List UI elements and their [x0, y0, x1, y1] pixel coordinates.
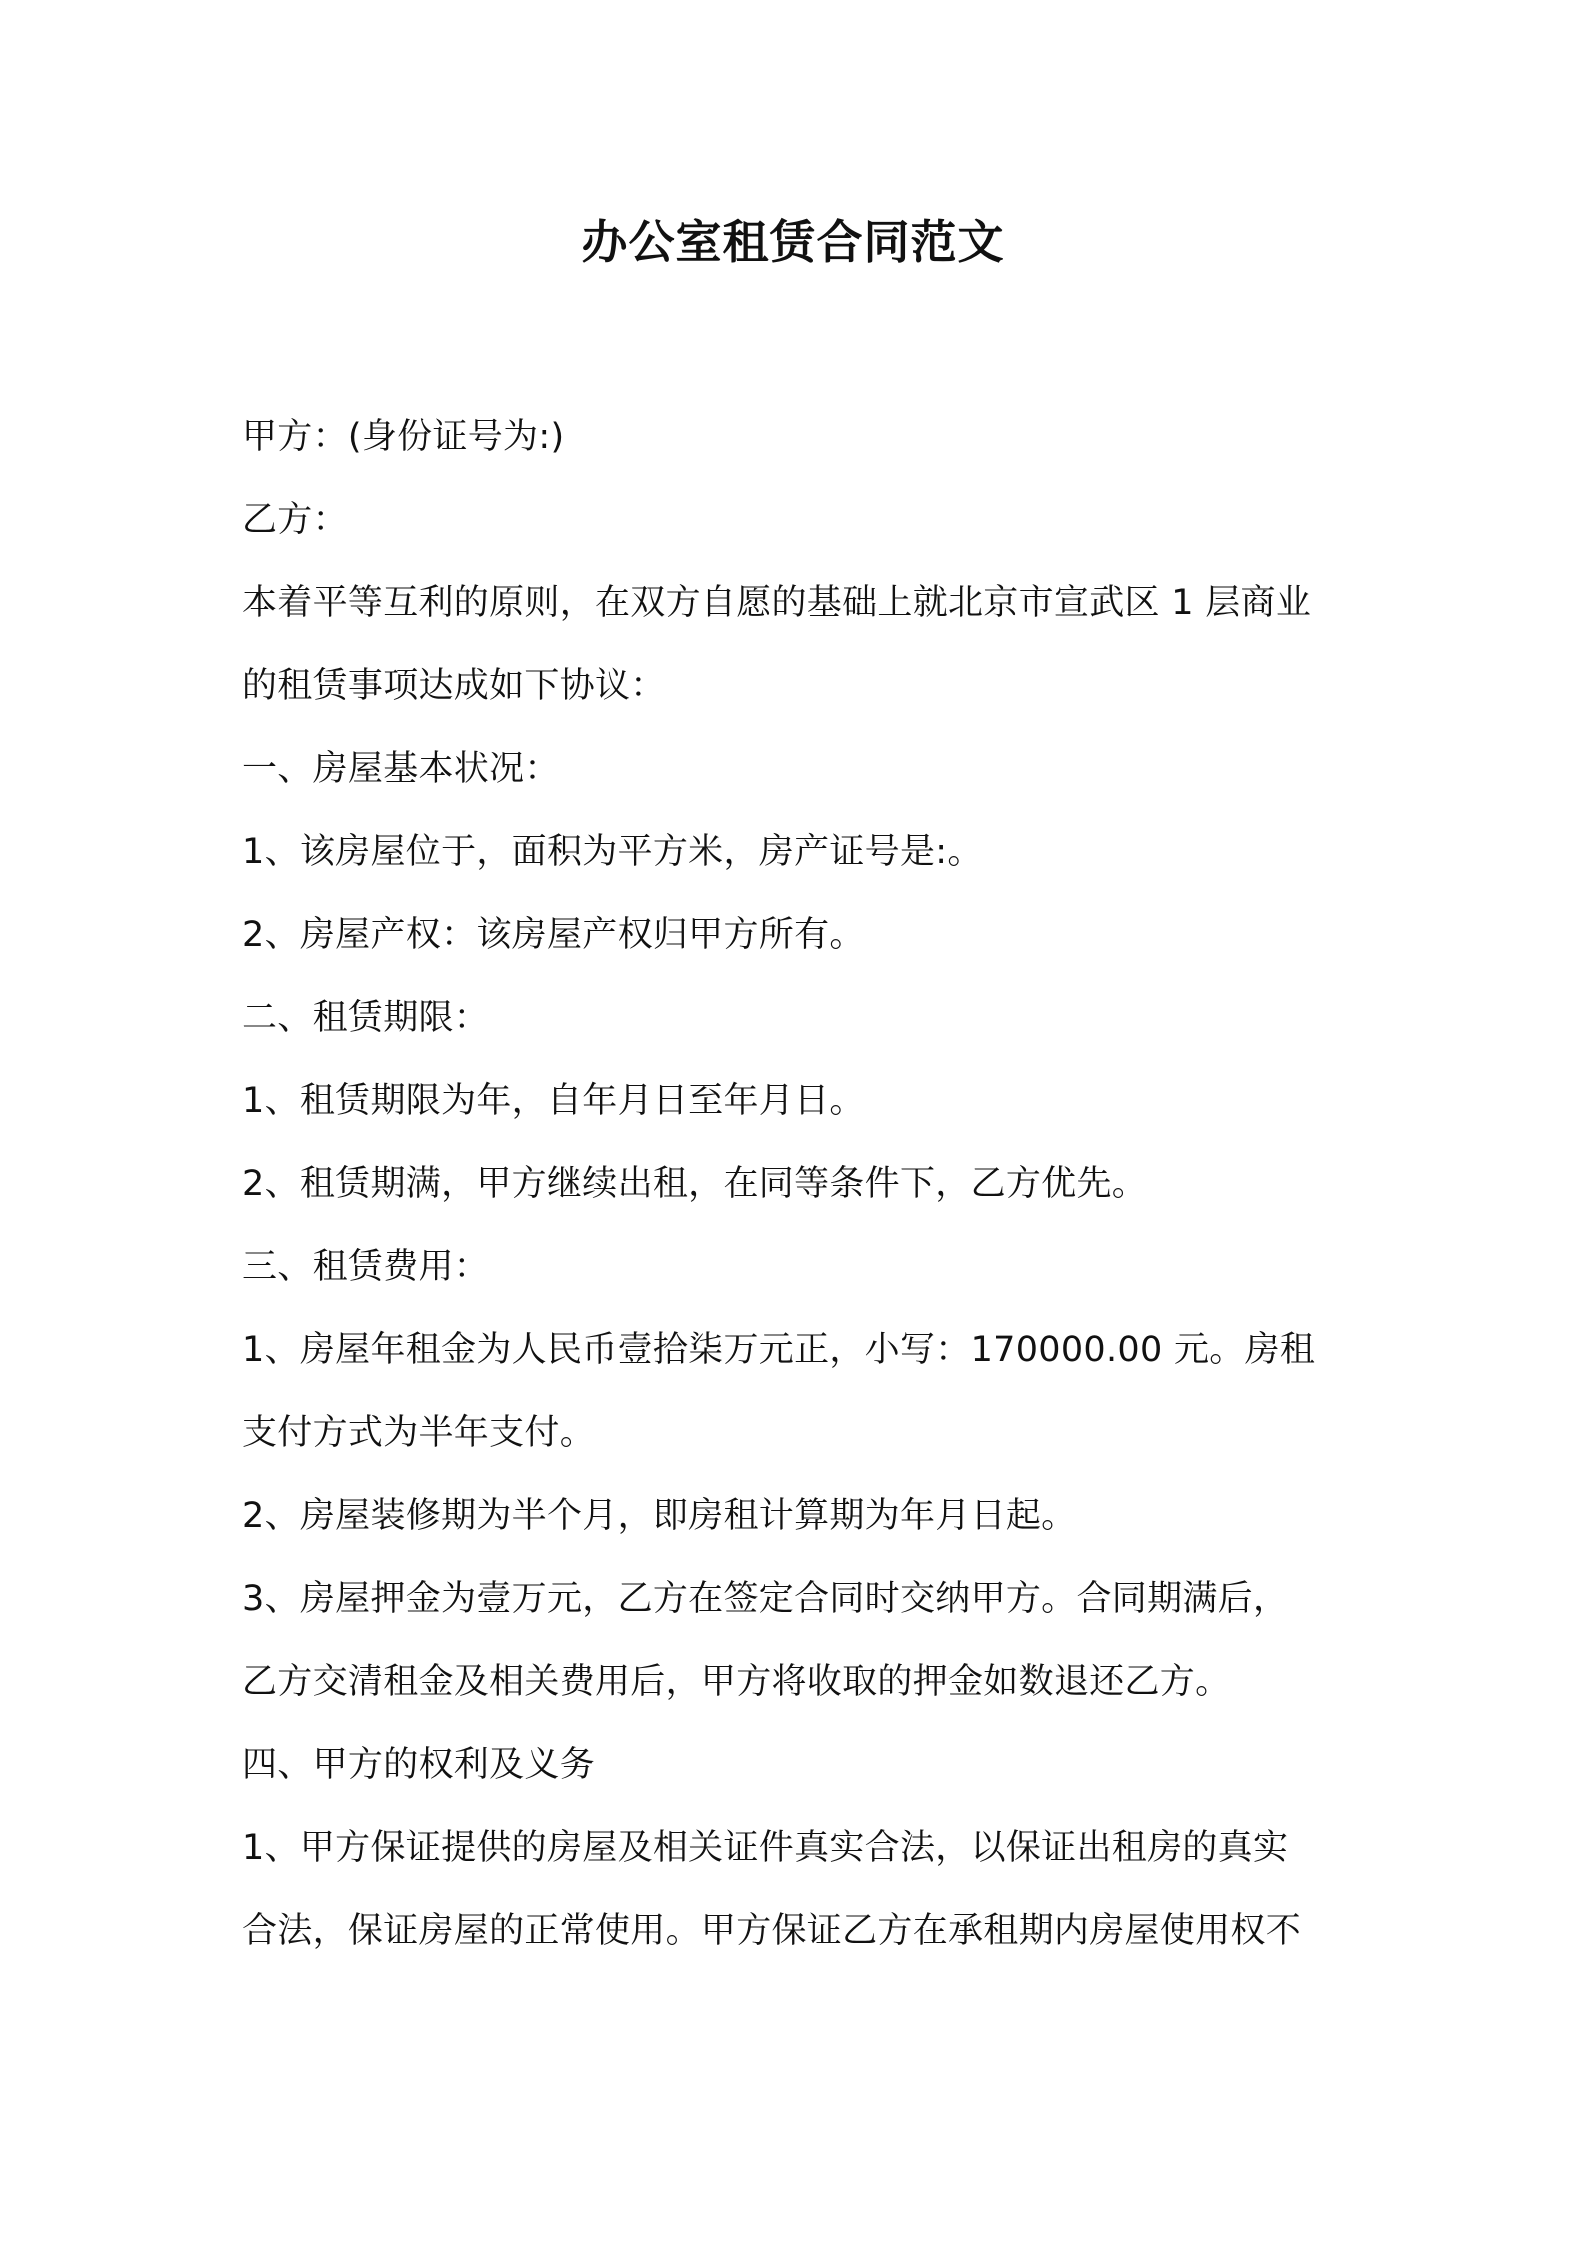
- clause-2-1: 1、租赁期限为年，自年月日至年月日。: [242, 1081, 865, 1121]
- preamble-line-2: 的租赁事项达成如下协议：: [242, 666, 666, 706]
- clause-4-1-line-1: 1、甲方保证提供的房屋及相关证件真实合法，以保证出租房的真实: [242, 1828, 1289, 1868]
- section-3-heading: 三、租赁费用：: [242, 1247, 490, 1287]
- clause-4-1-line-2: 合法，保证房屋的正常使用。甲方保证乙方在承租期内房屋使用权不: [242, 1911, 1302, 1951]
- clause-3-2: 2、房屋装修期为半个月，即房租计算期为年月日起。: [242, 1496, 1077, 1536]
- clause-1-2: 2、房屋产权：该房屋产权归甲方所有。: [242, 915, 865, 955]
- party-a-line: 甲方：(身份证号为:): [242, 417, 565, 457]
- document-title: 办公室租赁合同范文: [581, 215, 1005, 269]
- section-4-heading: 四、甲方的权利及义务: [242, 1745, 596, 1785]
- party-b-line: 乙方：: [242, 500, 348, 540]
- clause-2-2: 2、租赁期满，甲方继续出租，在同等条件下，乙方优先。: [242, 1164, 1148, 1204]
- section-1-heading: 一、房屋基本状况：: [242, 749, 560, 789]
- clause-3-3-line-1: 3、房屋押金为壹万元，乙方在签定合同时交纳甲方。合同期满后，: [242, 1579, 1289, 1619]
- section-2-heading: 二、租赁期限：: [242, 998, 490, 1038]
- clause-1-1: 1、该房屋位于，面积为平方米，房产证号是:。: [242, 832, 983, 872]
- clause-3-1-line-1: 1、房屋年租金为人民币壹拾柒万元正，小写：170000.00 元。房租: [242, 1330, 1316, 1370]
- clause-3-1-line-2: 支付方式为半年支付。: [242, 1413, 596, 1453]
- clause-3-3-line-2: 乙方交清租金及相关费用后，甲方将收取的押金如数退还乙方。: [242, 1662, 1231, 1702]
- preamble-line-1: 本着平等互利的原则，在双方自愿的基础上就北京市宣武区 1 层商业: [242, 583, 1312, 623]
